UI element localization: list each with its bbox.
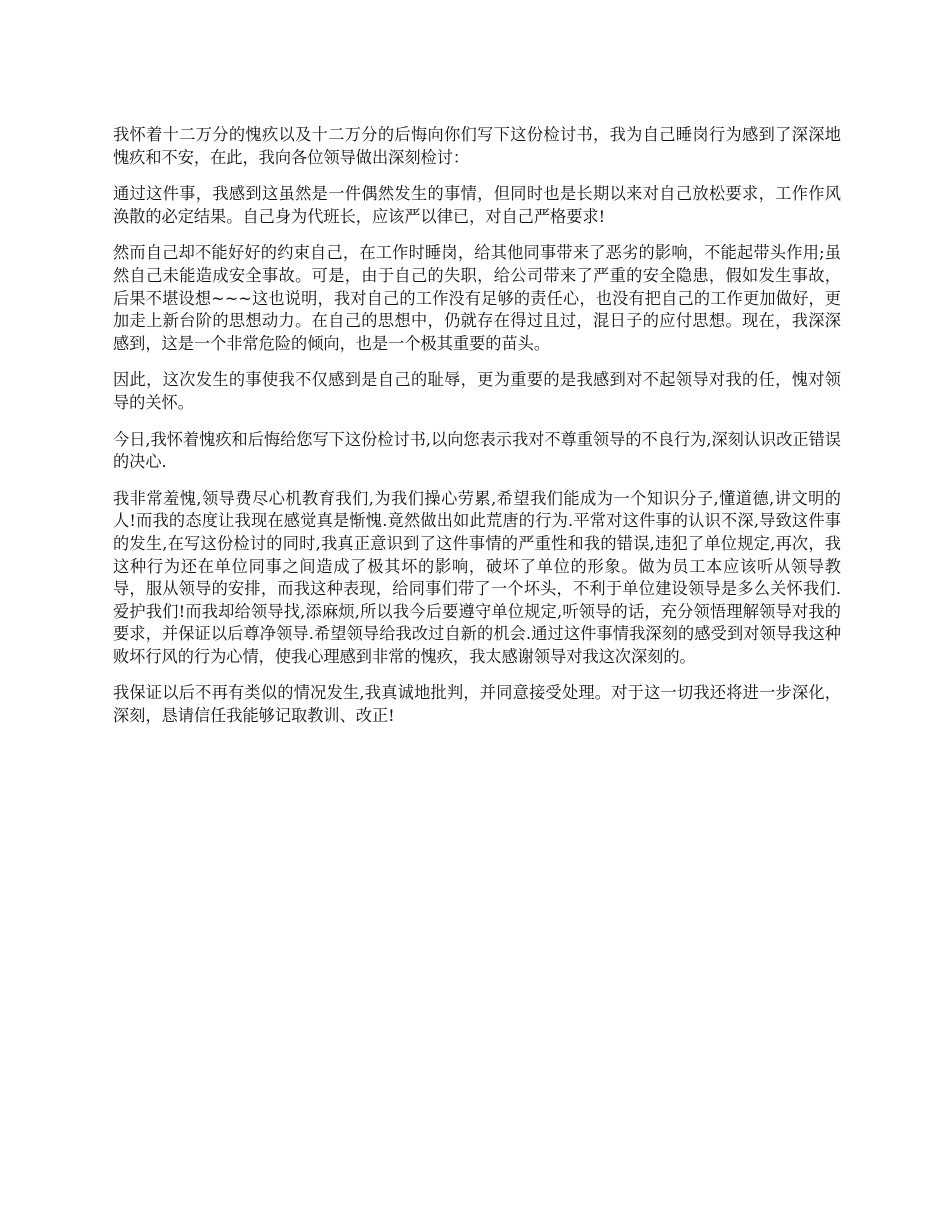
paragraph-4: 因此，这次发生的事使我不仅感到是自己的耻辱，更为重要的是我感到对不起领导对我的任，愧对领导的关怀。 <box>113 370 841 412</box>
paragraph-2: 通过这件事，我感到这虽然是一件偶然发生的事情，但同时也是长期以来对自己放松要求，工作作风涣散的必定结果。自己身为代班长，应该严以律已，对自己严格要求! <box>113 184 841 226</box>
paragraph-5: 今日,我怀着愧疚和后悔给您写下这份检讨书,以向您表示我对不尊重领导的不良行为,深刻认识改正错误的决心. <box>113 429 841 472</box>
document-body <box>113 124 841 742</box>
paragraph-7: 我保证以后不再有类似的情况发生,我真诚地批判，并同意接受处理。对于这一切我还将进一步深化，深刻，恳请信任我能够记取教训、改正! <box>113 683 841 726</box>
paragraph-3: 然而自己却不能好好的约束自己，在工作时睡岗，给其他同事带来了恶劣的影响，不能起带头作用;虽然自己未能造成安全事故。可是，由于自己的失职，给公司带来了严重的安全隐患，假如发生事故，后果不堪设想~~~这也说明，我对自己的工作没有足够的责任心，也没有把自己的工作更加做好，更加走上新台阶的思想动力。在自己的思想中，仍就存在得过且过，混日子的应付思想。现在，我深深感到，这是一个非常危险的倾向，也是一个极其重要的苗头。 <box>113 243 841 353</box>
paragraph-6: 我非常羞愧,领导费尽心机教育我们,为我们操心劳累,希望我们能成为一个知识分子,懂道德,讲文明的人!而我的态度让我现在感觉真是惭愧.竟然做出如此荒唐的行为.平常对这件事的认识不深,导致这件事的发生,在写这份检讨的同时,我真正意识到了这件事情的严重性和我的错误,违犯了单位规定,再次，我这种行为还在单位同事之间造成了极其坏的影响，破坏了单位的形象。做为员工本应该听从领导教导，服从领导的安排，而我这种表现，给同事们带了一个坏头，不利于单位建设领导是多么关怀我们.爱护我们!而我却给领导找,添麻烦,所以我今后要遵守单位规定,听领导的话，充分领悟理解领导对我的要求，并保证以后尊净领导.希望领导给我改过自新的机会.通过这件事情我深刻的感受到对领导我这种败坏行风的行为心情，使我心理感到非常的愧疚，我太感谢领导对我这次深刻的。 <box>113 488 841 666</box>
paragraph-1: 我怀着十二万分的愧疚以及十二万分的后悔向你们写下这份检讨书，我为自己睡岗行为感到了深深地愧疚和不安，在此，我向各位领导做出深刻检讨： <box>113 125 841 167</box>
